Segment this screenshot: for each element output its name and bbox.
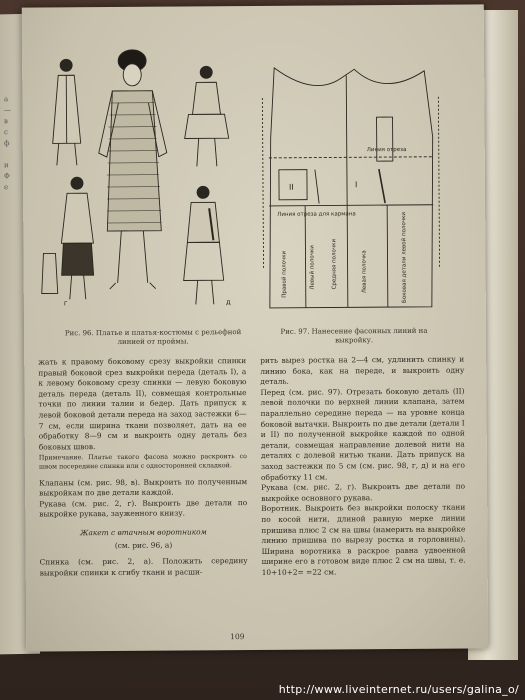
svg-text:д: д	[225, 298, 231, 307]
paragraph: жать к правому боковому срезу выкройки спинки правый боковой срез выкройки переда (деталь I), а к левому боковому срезу спинки — левую боковую деталь переда (деталь II), совмещая контрольные точки по линии талии и бедер. Дать припуск к левой боковой детали переда на заход застежки 6—7 см, если ширина ткани позволяет, дать на ее обработку 8—9 см и выкроить одну деталь без боковых швов.	[38, 356, 247, 452]
svg-text:II: II	[288, 182, 294, 192]
text-column-left	[38, 356, 248, 579]
pattern-label: Боковая детали левой полочки	[401, 212, 408, 303]
paragraph: Перед (см. рис. 97). Отрезать боковую деталь (II) левой полочки по верхней линии клапана, затем параллельно середине переда — на уровне конца боковой вытачки. Выкроить по две детали (детали I и II) по полученной выкройке каждой по одной детали, совмещая направление долевой нити на деталях с долевой нитью ткани. Дать припуск на заход застежки по 5 см (см. рис. 98, г, д) и на его обработку 11 см.	[260, 386, 465, 482]
figure-97-caption: Рис. 97. Нанесение фасонных линий на выкройку.	[280, 326, 428, 345]
paragraph: Рукава (см. рис. 2, г). Выкроить две детали по выкройке основного рукава.	[261, 481, 466, 503]
paragraph: Воротник. Выкроить без выкройки полоску ткани по косой нити, длиной равную мерке линии пришива плюс 2 см на швы (намерить на выкройке линию пришива по вырезу ростка и горловины). Ширина воротника в раскрое равна удвоенной ширине его в готовом виде плюс 2 см на швы, т. е. 10+10+2= =22 см.	[261, 502, 466, 577]
svg-text:г: г	[63, 299, 68, 308]
watermark-url: http://www.liveinternet.ru/users/galina_o/	[278, 683, 519, 696]
fashion-illustration	[36, 42, 248, 313]
pattern-label: Левый полочки	[309, 245, 316, 290]
section-heading: Жакет с втачным воротником	[80, 527, 207, 538]
paragraph: Клапаны (см. рис. 98, в). Выкроить по полученным выкройкам по две детали каждой.	[39, 476, 248, 498]
paragraph: Спинка (см. рис. 2, а). Положить середину выкройки спинки к сгибу ткани и расши-	[39, 556, 248, 578]
paragraph: Рукава (см. рис. 2, г). Выкроить две детали по выкройке рукава, зауженного книзу.	[39, 497, 248, 519]
pattern-label: Левая полочка	[361, 250, 368, 294]
pattern-label: Линия отреза для кармана	[277, 211, 356, 218]
figure-96-caption: Рис. 96. Платье и платья-костюмы с рельефной линией от проймы.	[64, 328, 242, 346]
left-page-edge: а — в с ф и Ф е	[0, 14, 40, 655]
book-page	[22, 4, 488, 651]
pattern-label: Линия отреза	[366, 146, 407, 154]
pattern-label: Правой полочки	[281, 250, 288, 298]
pattern-draft	[254, 57, 446, 318]
page-number: 109	[230, 632, 245, 642]
text-column-right	[260, 355, 466, 579]
note: Примечание. Платье такого фасона можно раскроить со швом посередине спинки или с односторонней складкой.	[38, 453, 247, 471]
pattern-label: Средняя полочки	[331, 238, 338, 290]
section-subheading: (см. рис. 96, а)	[114, 540, 173, 550]
paragraph: рить вырез ростка на 2—4 см, удлинить спинку и линию бока, как на переде, и выкроить одну деталь.	[260, 354, 465, 387]
svg-text:I: I	[354, 180, 358, 190]
